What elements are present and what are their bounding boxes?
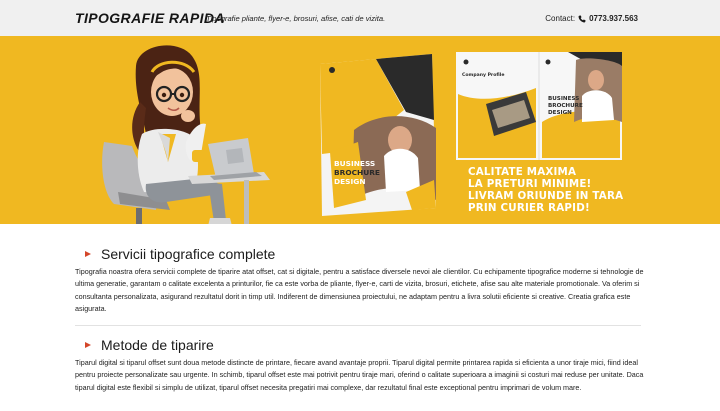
promo-text — [468, 166, 668, 214]
hero-banner — [0, 36, 720, 224]
section-methods-heading — [75, 337, 645, 353]
section-divider — [75, 325, 641, 326]
brochure-open-title-3: DESIGN — [548, 110, 572, 116]
section-methods-text: Tiparul digital si tiparul offset sunt doua metode distincte de printare, fiecare avand avantaje proprii. Tiparul digital permite printarea rapida si eficienta a unor tiraje mici, fiind ideal pentru proiecte personalizate sau urgente. In schimb, tiparul offset este mai potrivit pentru tiraje mari, oferind o calitate superioara a imaginii si costuri mai reduse per unitate. Daca tiparul digital este flexibil si simplu de utilizat, tiparul offset necesita pregatiri mai complexe, dar rezultatul final este exceptional pentru imprimari de volum mare. — [75, 358, 644, 392]
phone-number[interactable]: 0773.937.563 — [589, 14, 638, 23]
promo-line-2: LA PRETURI MINIME! — [468, 178, 592, 190]
promo-line-1: CALITATE MAXIMA — [468, 166, 577, 178]
site-tagline: Tipografie pliante, flyer-e, brosuri, afise, cati de vizita. — [206, 14, 386, 23]
character-illustration — [96, 42, 281, 224]
brochure-open-image — [456, 52, 622, 160]
phone-icon — [578, 15, 586, 23]
brochure-open-title-2: BROCHURE — [548, 103, 583, 109]
brochure-open-title-1: BUSINESS — [548, 96, 580, 102]
section-methods-title: Metode de tiparire — [101, 337, 214, 353]
brochure-front-title-3: DESIGN — [334, 177, 366, 186]
arrow-bullet-icon — [85, 342, 91, 348]
contact-label: Contact: — [545, 14, 576, 23]
brochure-front-title-1: BUSINESS — [334, 159, 376, 168]
section-services — [75, 246, 645, 316]
section-methods — [75, 337, 645, 394]
section-services-title: Servicii tipografice complete — [101, 246, 276, 262]
promo-line-4: PRIN CURIER RAPID! — [468, 202, 590, 214]
section-services-text: Tipografia noastra ofera servicii complete de tiparire atat offset, cat si digitale, pentru a satisface diversele nevoi ale clientilor. Cu echipamente tipografice moderne si tehnologie de ultima generatie, garantam o calitate excelenta a printurilor, fie ca este vorba de pliante, flyer-e, carti de vizita, brosuri, etichete, afise sau alte materiale promotionale. Va oferim si consultanta personalizata, asigurand rezultatul dorit in timp util. Indiferent de dimensiunea proiectului, ne adaptam pentru a livra solutii eficiente si creative. Creatia grafica este asigurata. — [75, 267, 644, 314]
site-logo-title[interactable]: TIPOGRAFIE RAPIDA — [75, 10, 225, 26]
top-bar — [0, 0, 720, 36]
section-services-heading — [75, 246, 645, 262]
promo-line-3: LIVRAM ORIUNDE IN TARA — [468, 190, 624, 202]
brochure-front-title-2: BROCHURE — [334, 168, 380, 177]
arrow-bullet-icon — [85, 251, 91, 257]
brochure-open-left-label: Company Profile — [462, 73, 505, 78]
contact-info — [545, 14, 638, 23]
brochure-front-image — [314, 50, 440, 218]
